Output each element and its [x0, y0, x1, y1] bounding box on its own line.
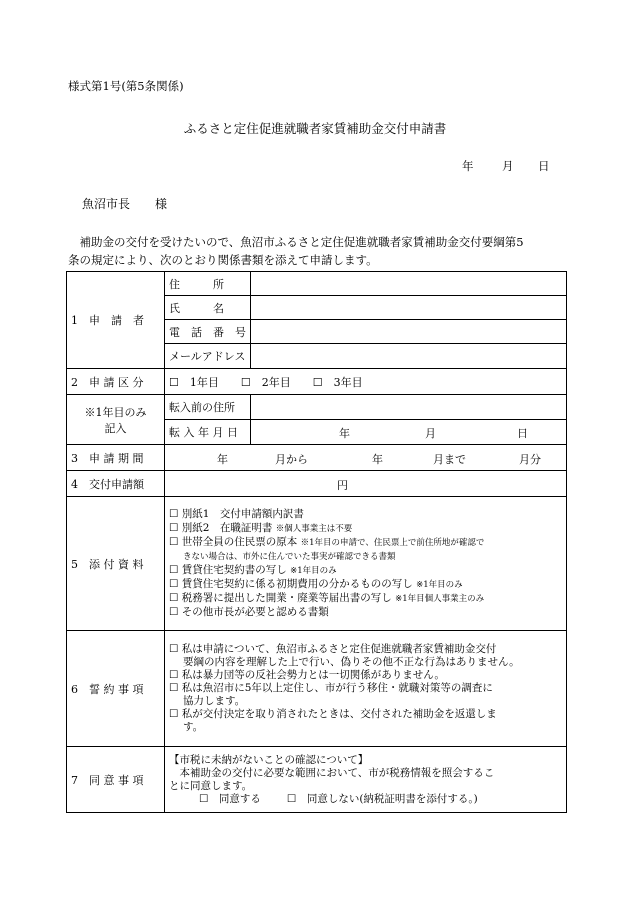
attachment-item[interactable]: ☐ 賃貸住宅契約に係る初期費用の分かるものの写し ※1年目のみ: [169, 577, 463, 590]
pledge-item[interactable]: ☐ 私は魚沼市に5年以上定住し、市が行う移住・就職対策等の調査に: [169, 682, 493, 694]
pledge-item[interactable]: ☐ 私が交付決定を取り消されたときは、交付された補助金を返還しま: [169, 708, 497, 720]
category-year2-checkbox[interactable]: ☐ 2年目: [240, 375, 291, 389]
attachments-list: [165, 497, 567, 631]
attachment-item[interactable]: ☐ 税務署に提出した開業・廃業等届出書の写し ※1年目個人事業主のみ: [169, 591, 485, 604]
pledge-item-continuation: 協力します。: [183, 695, 246, 707]
prev-address-label: 転入前の住所: [165, 395, 251, 420]
consent-body-line1: 本補助金の交付に必要な範囲において、市が税務情報を照会するこ: [169, 766, 495, 779]
intro-line-1: 補助金の交付を受けたいので、魚沼市ふるさと定住促進就職者家賃補助金交付要綱第5: [68, 235, 524, 249]
date-day-label: 日: [538, 159, 550, 173]
date-year-label: 年: [462, 159, 474, 173]
period-to-month: 月まで: [433, 452, 466, 466]
first-year-note-line2: 記入: [104, 421, 127, 435]
address-field[interactable]: [251, 272, 567, 296]
move-in-date-field[interactable]: [251, 420, 567, 445]
attachment-item-continuation: きない場合は、市外に住んでいた事実が確認できる書類: [183, 551, 396, 562]
move-in-date-label: 転 入 年 月 日: [165, 420, 251, 445]
move-in-year-label: 年: [339, 427, 350, 440]
pledge-item[interactable]: ☐ 私は申請について、魚沼市ふるさと定住促進就職者家賃補助金交付: [169, 643, 497, 655]
pledge-label: 6 誓 約 事 項: [67, 631, 165, 747]
pledge-item-continuation: す。: [183, 721, 204, 733]
email-label: メールアドレス: [165, 344, 251, 369]
applicant-label: 1 申 請 者: [67, 272, 165, 369]
pledge-item[interactable]: ☐ 私は暴力団等の反社会勢力とは一切関係がありません。: [169, 669, 445, 681]
addressee-suffix: 様: [155, 197, 168, 211]
category-options: [165, 369, 567, 395]
attachment-item[interactable]: ☐ その他市長が必要と認める書類: [169, 605, 329, 618]
date-month-label: 月: [502, 159, 514, 173]
attachment-item[interactable]: ☐ 別紙2 在職証明書 ※個人事業主は不要: [169, 521, 353, 534]
pledge-list: [165, 631, 567, 747]
period-from-year: 年: [217, 452, 228, 466]
consent-agree-checkbox[interactable]: ☐ 同意する: [199, 792, 261, 805]
period-from-month: 月から: [275, 452, 308, 466]
period-field[interactable]: [165, 445, 567, 471]
addressee: 魚沼市長: [82, 197, 131, 211]
first-year-note: [67, 395, 165, 445]
consent-heading: 【市税に未納がないことの確認について】: [169, 753, 369, 766]
form-number: 様式第1号(第5条関係): [68, 79, 184, 93]
category-year1-checkbox[interactable]: ☐ 1年目: [169, 375, 219, 389]
consent-label: 7 同 意 事 項: [67, 747, 165, 813]
period-months: 月分: [519, 452, 541, 466]
phone-field[interactable]: [251, 320, 567, 344]
email-field[interactable]: [251, 344, 567, 369]
move-in-day-label: 日: [517, 427, 528, 440]
name-field[interactable]: [251, 296, 567, 320]
first-year-note-line1: ※1年目のみ: [84, 405, 147, 419]
pledge-item-continuation: 要綱の内容を理解した上で行い、偽りその他不正な行為はありません。: [183, 656, 520, 668]
address-label: 住 所: [165, 272, 251, 296]
attachment-item[interactable]: ☐ 別紙1 交付申請額内訳書: [169, 507, 304, 520]
name-label: 氏 名: [165, 296, 251, 320]
consent-disagree-checkbox[interactable]: ☐ 同意しない(納税証明書を添付する。): [286, 792, 478, 805]
intro-line-2: 条の規定により、次のとおり関係書類を添えて申請します。: [68, 253, 378, 267]
page-title: ふるさと定住促進就職者家賃補助金交付申請書: [183, 121, 447, 136]
attachment-item[interactable]: ☐ 賃貸住宅契約書の写し ※1年目のみ: [169, 563, 337, 576]
amount-field[interactable]: [165, 471, 567, 497]
application-table: [66, 271, 567, 813]
amount-unit: 円: [337, 478, 348, 492]
phone-label: 電 話 番 号: [165, 320, 251, 344]
amount-label: 4 交付申請額: [67, 471, 165, 497]
prev-address-field[interactable]: [251, 395, 567, 420]
move-in-month-label: 月: [425, 427, 436, 440]
category-label: 2 申 請 区 分: [67, 369, 165, 395]
consent-body-line2: とに同意します。: [169, 779, 253, 792]
category-year3-checkbox[interactable]: ☐ 3年目: [312, 375, 363, 389]
period-to-year: 年: [372, 452, 383, 466]
attachments-label: 5 添 付 資 料: [67, 497, 165, 631]
period-label: 3 申 請 期 間: [67, 445, 165, 471]
attachment-item[interactable]: ☐ 世帯全員の住民票の原本 ※1年目の申請で、住民票上で前住所地が確認で: [169, 535, 485, 548]
consent-block: [165, 747, 567, 813]
